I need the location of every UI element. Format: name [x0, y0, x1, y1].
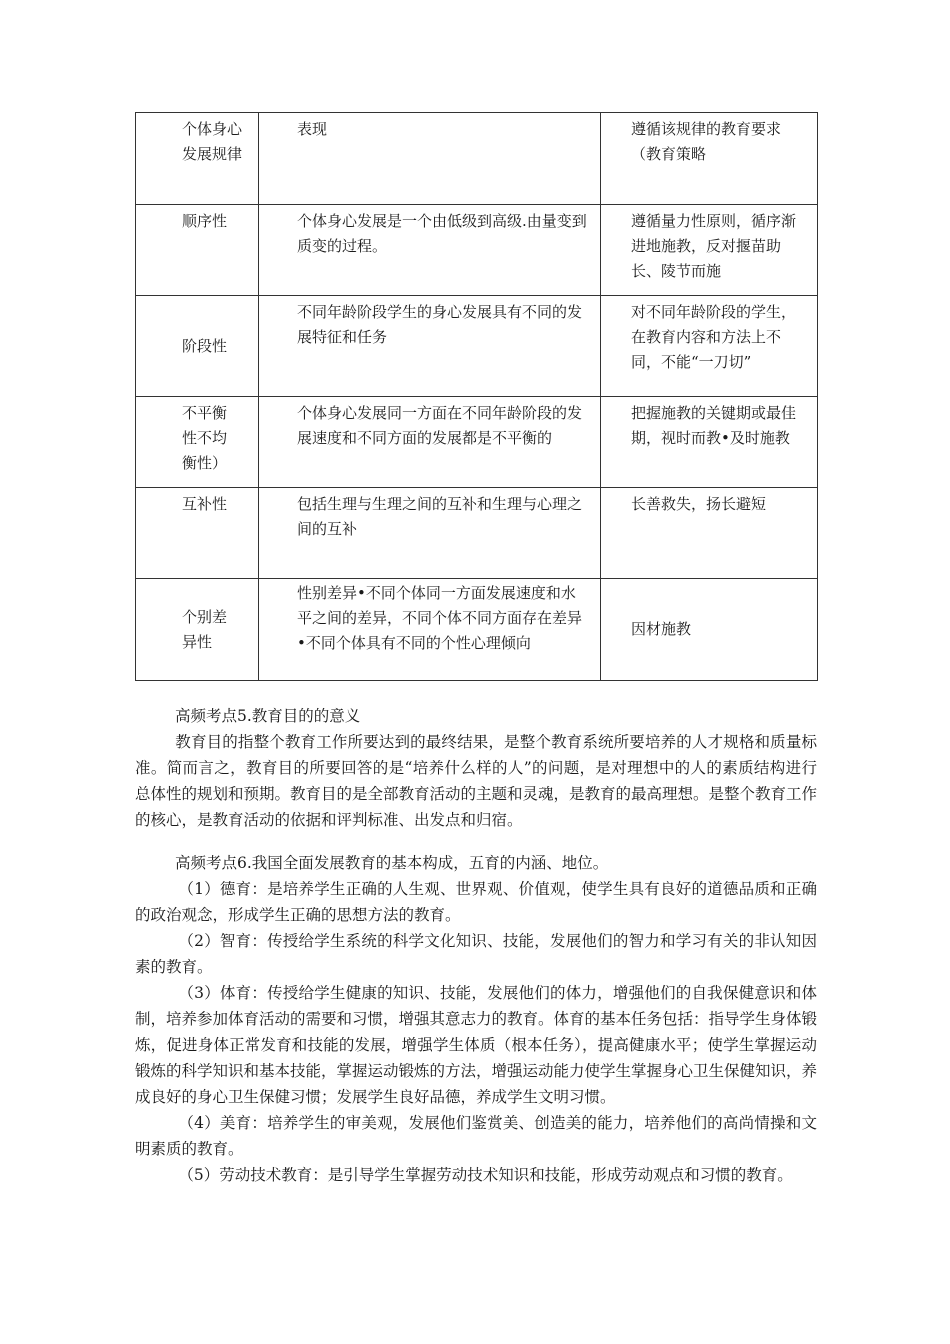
development-laws-table [135, 112, 818, 681]
requirement-cell [601, 296, 818, 397]
manifestation-text: 性别差异•不同个体同一方面发展速度和水平之间的差异，不同个体不同方面存在差异•不同个体具有不同的个性心理倾向 [297, 584, 583, 652]
requirement-cell [601, 488, 818, 579]
section-6 [135, 850, 817, 1188]
table-row [136, 296, 818, 397]
requirement-text: 把握施教的关键期或最佳期，视时而教•及时施教 [631, 404, 797, 447]
section-5-heading: 高频考点5.教育目的的意义 [175, 707, 361, 725]
law-text: 不平衡性不均衡性） [182, 404, 228, 472]
law-text: 个别差异性 [182, 607, 228, 651]
requirement-text: 遵循量力性原则，循序渐进地施教，反对揠苗助长、陵节而施 [631, 212, 797, 280]
manifestation-text: 个体身心发展是一个由低级到高级.由量变到质变的过程。 [297, 212, 587, 255]
table-row [136, 488, 818, 579]
table-row [136, 205, 818, 296]
requirement-text: 因材施教 [631, 620, 692, 638]
manifestation-text: 不同年龄阶段学生的身心发展具有不同的发展特征和任务 [297, 303, 583, 346]
header-law-cell [136, 113, 259, 205]
section-6-item-intellectual: （2）智育：传授给学生系统的科学文化知识、技能，发展他们的智力和学习有关的非认知因素的教育。 [135, 932, 817, 976]
law-cell [136, 397, 259, 488]
manifestation-cell [259, 579, 601, 681]
manifestation-cell [259, 397, 601, 488]
law-text: 顺序性 [182, 212, 228, 230]
section-5-body: 教育目的指整个教育工作所要达到的最终结果，是整个教育系统所要培养的人才规格和质量标准。简而言之，教育目的所要回答的是“培养什么样的人”的问题，是对理想中的人的素质结构进行总体性的规划和预期。教育目的是全部教育活动的主题和灵魂，是教育的最高理想。是整个教育工作的核心，是教育活动的依据和评判标准、出发点和归宿。 [135, 733, 818, 829]
manifestation-cell [259, 205, 601, 296]
manifestation-text: 包括生理与生理之间的互补和生理与心理之间的互补 [297, 495, 583, 538]
table-row [136, 397, 818, 488]
section-6-item-physical: （3）体育：传授给学生健康的知识、技能，发展他们的体力，增强他们的自我保健意识和体制，培养参加体育活动的需要和习惯，增强其意志力的教育。体育的基本任务包括：指导学生身体锻炼，促进身体正常发育和技能的发展，增强学生体质（根本任务），提高健康水平；使学生掌握运动锻炼的科学知识和基本技能，掌握运动锻炼的方法，增强运动能力使学生掌握身心卫生保健知识，养成良好的身心卫生保健习惯；发展学生良好品德，养成学生文明习惯。 [135, 984, 818, 1106]
law-cell [136, 579, 259, 681]
section-6-item-labor: （5）劳动技术教育：是引导学生掌握劳动技术知识和技能，形成劳动观点和习惯的教育。 [178, 1166, 793, 1184]
section-6-heading: 高频考点6.我国全面发展教育的基本构成，五育的内涵、地位。 [175, 854, 609, 872]
manifestation-text: 个体身心发展同一方面在不同年龄阶段的发展速度和不同方面的发展都是不平衡的 [297, 404, 583, 447]
requirement-cell [601, 397, 818, 488]
requirement-cell [601, 205, 818, 296]
law-cell [136, 488, 259, 579]
section-5 [135, 703, 817, 833]
header-manifestation-cell [259, 113, 601, 205]
requirement-text: 对不同年龄阶段的学生，在教育内容和方法上不同，不能“一刀切” [631, 303, 797, 371]
requirement-text: 长善救失，扬长避短 [631, 495, 767, 513]
law-text: 互补性 [182, 495, 228, 513]
law-text: 阶段性 [182, 336, 228, 355]
manifestation-cell [259, 488, 601, 579]
requirement-cell [601, 579, 818, 681]
manifestation-cell [259, 296, 601, 397]
law-cell [136, 205, 259, 296]
header-manifestation-text: 表现 [297, 120, 328, 138]
section-6-item-aesthetic: （4）美育：培养学生的审美观，发展他们鉴赏美、创造美的能力，培养他们的高尚情操和文明素质的教育。 [135, 1114, 817, 1158]
law-cell [136, 296, 259, 397]
table-row [136, 579, 818, 681]
header-requirement-cell [601, 113, 818, 205]
header-law-text: 个体身心发展规律 [182, 120, 243, 163]
header-requirement-text: 遵循该规律的教育要求（教育策略 [631, 120, 782, 163]
section-6-item-moral: （1）德育：是培养学生正确的人生观、世界观、价值观，使学生具有良好的道德品质和正确的政治观念，形成学生正确的思想方法的教育。 [135, 880, 817, 924]
table-header-row [136, 113, 818, 205]
